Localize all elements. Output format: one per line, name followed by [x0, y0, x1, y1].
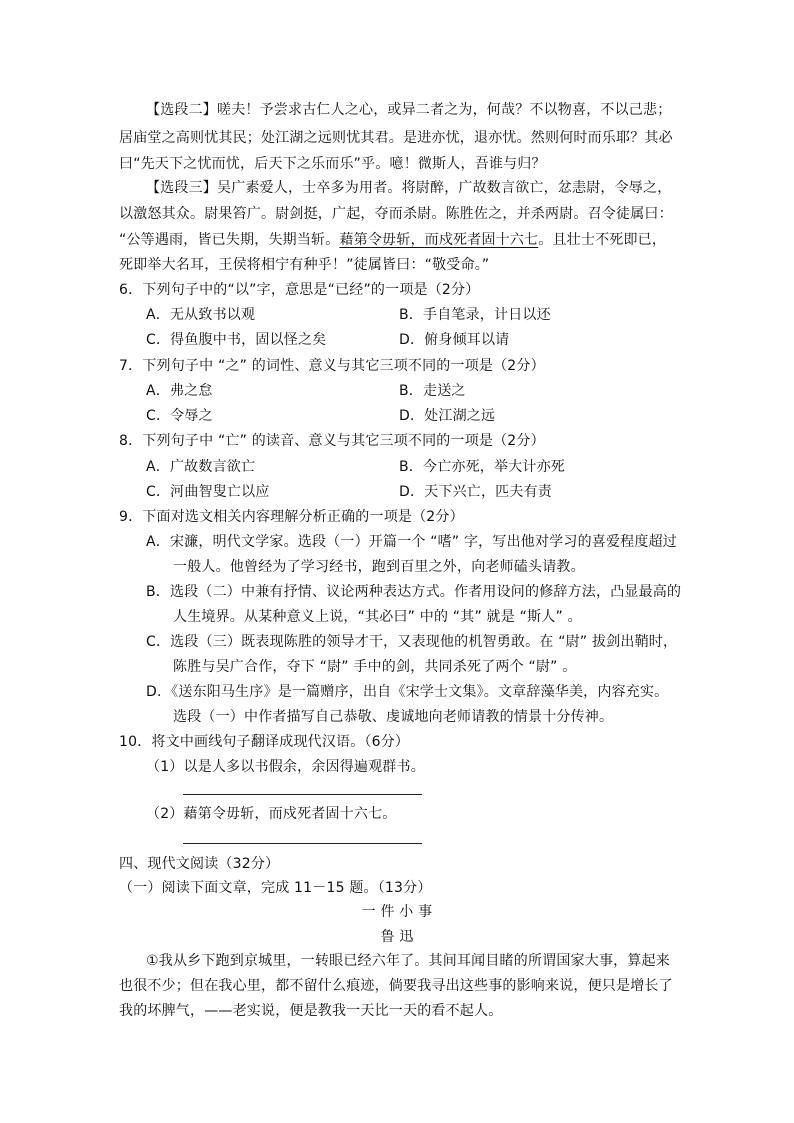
q9-stem: 9．下面对选文相关内容理解分析正确的一项是（2分） — [119, 509, 464, 525]
article-para-line-3: 我的坏脾气，——老实说，便是教我一天比一天的看不起人。 — [119, 1003, 503, 1019]
q6-stem: 6．下列句子中的“以”字，意思是“已经”的一项是（2分） — [119, 282, 480, 298]
q8-option-c: C．河曲智叟亡以应 — [146, 484, 270, 500]
q8-stem: 8．下列句子中 “亡” 的读音、意义与其它三项不同的一项是（2分） — [119, 433, 545, 449]
q7-option-c: C．令辱之 — [146, 408, 213, 424]
article-para-line-2: 也很不少；但在我心里，都不留什么痕迹，倘要我寻出这些事的影响来说，便只是增长了 — [119, 978, 673, 994]
passage3-line-1: 【选段三】吴广素爱人，士卒多为用者。将尉醉，广故数言欲亡，忿恚尉，令辱之， — [146, 180, 672, 196]
q9-option-b-line-1: B．选段（二）中兼有抒情、议论两种表达方式。作者用设问的修辞方法，凸显最高的 — [146, 584, 682, 600]
q9-option-a-line-1: A．宋濂，明代文学家。选段（一）开篇一个 “嗜” 字，写出他对学习的喜爱程度超过 — [146, 534, 677, 550]
q9-option-c-line-1: C．选段（三）既表现陈胜的领导才干，又表现他的机智勇敢。在 “尉” 拔剑出鞘时， — [146, 634, 678, 650]
q10-sentence-2: （2）藉第令毋斩，而戍死者固十六七。 — [146, 806, 397, 822]
passage3-line-4: 死即举大名耳，王侯将相宁有种乎！”徒属皆曰：“敬受命。” — [119, 257, 490, 273]
passage2-line-2: 居庙堂之高则忧其民；处江湖之远则忧其君。是进亦忧，退亦忧。然则何时而乐耶？其必 — [119, 130, 673, 146]
q7-stem: 7．下列句子中 “之” 的词性、意义与其它三项不同的一项是（2分） — [119, 358, 545, 374]
section4-subheading: （一）阅读下面文章，完成 11－15 题。（13分） — [119, 880, 432, 896]
q9-option-a-line-2: 一般人。他曾经为了学习经书，跑到百里之外，向老师磕头请教。 — [173, 559, 585, 575]
passage2-line-3: 曰“先天下之忧而忧，后天下之乐而乐”乎。噫！微斯人，吾谁与归？ — [119, 156, 546, 172]
passage3-line-3-text: “公等遇雨，皆已失期，失期当斩。 — [119, 232, 340, 248]
section4-heading: 四、现代文阅读（32分） — [119, 856, 280, 872]
q9-option-b-line-2: 人生境界。从某种意义上说，“其必曰” 中的 “其” 就是 “斯人” 。 — [173, 609, 582, 625]
q6-option-b: B．手自笔录，计日以还 — [399, 307, 551, 323]
q10-sentence-1: （1）以是人多以书假余，余因得遍观群书。 — [146, 759, 425, 775]
q9-option-d-line-2: 选段（一）中作者描写自己恭敬、虔诚地向老师请教的情景十分传神。 — [173, 709, 614, 725]
passage3-line-3 — [119, 232, 666, 248]
answer-line-1[interactable] — [183, 794, 422, 795]
q6-option-a: A．无从致书以观 — [146, 307, 256, 323]
article-title: 一 件 小 事 — [361, 904, 433, 920]
q7-option-b: B．走送之 — [399, 383, 466, 399]
q6-option-d: D．俯身倾耳以请 — [399, 332, 510, 348]
q8-option-d: D．天下兴亡，匹夫有责 — [399, 484, 552, 500]
underlined-sentence: 藉第令毋斩，而戍死者固十六七 — [339, 232, 539, 248]
q10-stem: 10．将文中画线句子翻译成现代汉语。（6分） — [119, 734, 410, 750]
passage2-line-1: 【选段二】嗟夫！予尝求古仁人之心，或异二者之为，何哉？不以物喜，不以己悲； — [146, 102, 672, 118]
q9-option-d-line-1: D．《送东阳马生序》是一篇赠序，出自《宋学士文集》。文章辞藻华美，内容充实。 — [146, 684, 669, 700]
q8-option-a: A．广故数言欲亡 — [146, 459, 256, 475]
q6-option-c: C．得鱼腹中书，固以怪之矣 — [146, 332, 327, 348]
answer-line-2[interactable] — [183, 843, 422, 844]
article-author: 鲁 迅 — [380, 929, 414, 945]
q7-option-d: D．处江湖之远 — [399, 408, 496, 424]
q9-option-c-line-2: 陈胜与吴广合作，夺下 “尉” 手中的剑，共同杀死了两个 “尉” 。 — [173, 659, 577, 675]
q8-option-b: B．今亡亦死，举大计亦死 — [399, 459, 566, 475]
article-para-line-1: ①我从乡下跑到京城里，一转眼已经六年了。其间耳闻目睹的所谓国家大事，算起来 — [146, 953, 670, 969]
q7-option-a: A．弗之怠 — [146, 383, 213, 399]
passage3-line-3-tail: 。且壮士不死即已， — [538, 232, 667, 248]
passage3-line-2: 以激怒其众。尉果笞广。尉剑挺，广起，夺而杀尉。陈胜佐之，并杀两尉。召令徒属曰： — [119, 206, 673, 222]
